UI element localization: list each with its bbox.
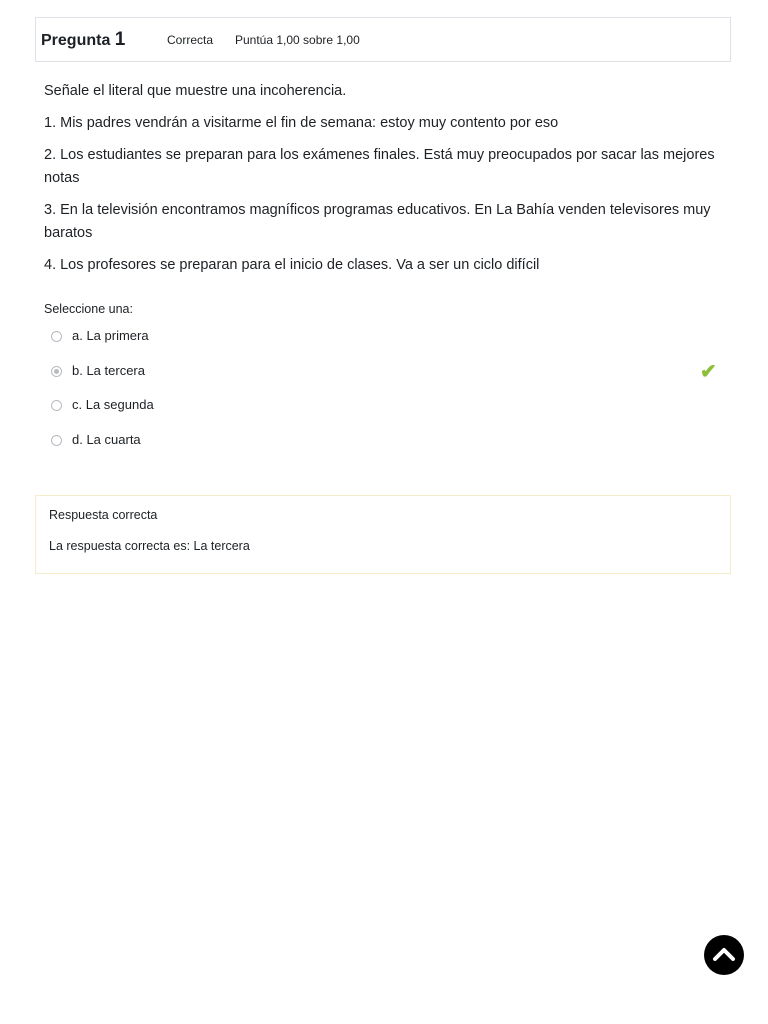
question-statement-2: 2. Los estudiantes se preparan para los exámenes finales. Está muy preocupados por sacar las mejores notas bbox=[44, 147, 715, 186]
question-info bbox=[35, 17, 731, 62]
feedback-box bbox=[35, 495, 731, 574]
radio-button[interactable] bbox=[51, 435, 62, 446]
answer-options bbox=[44, 322, 724, 460]
question-title-prefix: Pregunta bbox=[41, 31, 111, 49]
feedback-status: Respuesta correcta bbox=[49, 508, 158, 522]
answer-option-label[interactable]: b. La tercera bbox=[72, 362, 145, 378]
answer-option-b[interactable] bbox=[44, 357, 724, 392]
answer-option-a[interactable] bbox=[44, 322, 724, 357]
question-grade: Puntúa 1,00 sobre 1,00 bbox=[235, 32, 360, 47]
back-to-top-button[interactable] bbox=[704, 935, 744, 975]
answer-prompt: Seleccione una: bbox=[44, 302, 133, 316]
question-statement-1: 1. Mis padres vendrán a visitarme el fin de semana: estoy muy contento por eso bbox=[44, 115, 559, 131]
question-state: Correcta bbox=[167, 32, 214, 47]
radio-button[interactable] bbox=[51, 331, 62, 342]
radio-button[interactable] bbox=[51, 400, 62, 411]
feedback-right-answer: La respuesta correcta es: La tercera bbox=[49, 539, 250, 553]
answer-option-c[interactable] bbox=[44, 391, 724, 426]
answer-option-d[interactable] bbox=[44, 426, 724, 461]
question-title bbox=[41, 29, 161, 51]
question-statement-4: 4. Los profesores se preparan para el inicio de clases. Va a ser un ciclo difícil bbox=[44, 257, 540, 273]
checkmark-icon: ✔ bbox=[700, 360, 717, 383]
answer-option-label[interactable]: d. La cuarta bbox=[72, 431, 141, 447]
question-text bbox=[44, 80, 724, 286]
chevron-up-icon bbox=[712, 943, 736, 967]
answer-option-label[interactable]: c. La segunda bbox=[72, 397, 154, 412]
question-instruction: Señale el literal que muestre una incoherencia. bbox=[44, 83, 347, 99]
answer-option-label[interactable]: a. La primera bbox=[72, 328, 149, 343]
question-statement-3: 3. En la televisión encontramos magníficos programas educativos. En La Bahía venden televisores muy baratos bbox=[44, 202, 711, 241]
question-number: 1 bbox=[114, 28, 126, 50]
radio-button-selected[interactable] bbox=[51, 366, 62, 377]
